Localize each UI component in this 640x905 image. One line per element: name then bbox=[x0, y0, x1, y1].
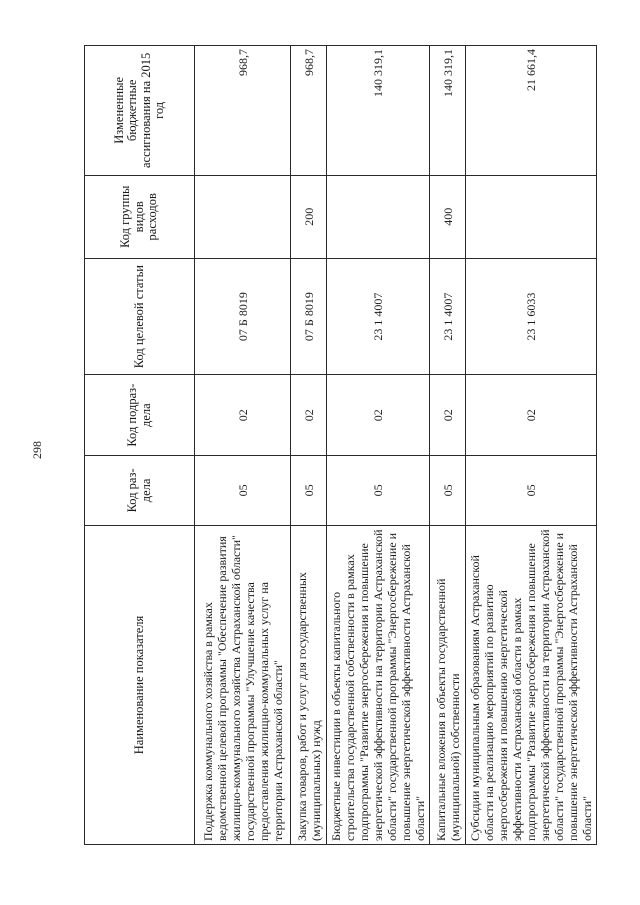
table-row bbox=[291, 46, 327, 845]
header-section: Код раз-дела bbox=[85, 455, 195, 525]
row-group: 200 bbox=[291, 175, 327, 258]
row-article: 07 Б 8019 bbox=[291, 258, 327, 375]
table-header-row bbox=[85, 46, 195, 845]
row-name: Поддержка коммунального хозяйства в рамках ведомственной целевой программы "Обеспечение развития жилищно-коммунального хозяйства Астраханской области" государственной программы "Улучшение качества предоставления жилищно-коммунальных услуг на территории Астраханской области" bbox=[195, 525, 291, 844]
header-name: Наименование показателя bbox=[85, 525, 195, 844]
table-row bbox=[430, 46, 466, 845]
row-group bbox=[195, 175, 291, 258]
row-amount: 968,7 bbox=[195, 46, 291, 176]
header-amount: Измененные бюджетные ассигнования на 2015 год bbox=[85, 46, 195, 176]
row-name: Субсидии муниципальным образованиям Астраханской области на реализацию мероприятий по развитию энергосбережения и повышению энергетической эффективности Астраханской области в рамках подпрограммы "Развитие энергосбережения и повышение энергетической эффективности на территории Астраханской области" государственной программы "Энергосбережение и повышение энергетической эффективности Астраханской области" bbox=[466, 525, 597, 844]
table-row bbox=[466, 46, 597, 845]
row-subsection: 02 bbox=[195, 375, 291, 455]
row-section: 05 bbox=[430, 455, 466, 525]
rotated-table-inner bbox=[84, 45, 594, 845]
page-number: 298 bbox=[30, 441, 44, 459]
row-article: 23 1 6033 bbox=[466, 258, 597, 375]
row-name: Капитальные вложения в объекты государственной (муниципальной) собственности bbox=[430, 525, 466, 844]
row-amount: 21 661,4 bbox=[466, 46, 597, 176]
table-row bbox=[195, 46, 291, 845]
table-row bbox=[327, 46, 430, 845]
row-subsection: 02 bbox=[327, 375, 430, 455]
row-subsection: 02 bbox=[291, 375, 327, 455]
row-section: 05 bbox=[327, 455, 430, 525]
row-amount: 968,7 bbox=[291, 46, 327, 176]
row-name: Бюджетные инвестиции в объекты капитального строительства государственной собственности в рамках подпрограммы "Развитие энергосбережения и повышение энергетической эффективности на территории Астраханской области" государственной программы "Энергосбережение и повышение энергетической эффективности Астраханской области" bbox=[327, 525, 430, 844]
row-group: 400 bbox=[430, 175, 466, 258]
rotated-table-wrapper bbox=[84, 45, 594, 845]
header-group: Код группы видов расходов bbox=[85, 175, 195, 258]
row-name: Закупка товаров, работ и услуг для государственных (муниципальных) нужд bbox=[291, 525, 327, 844]
header-subsection: Код подраз-дела bbox=[85, 375, 195, 455]
row-section: 05 bbox=[466, 455, 597, 525]
row-section: 05 bbox=[195, 455, 291, 525]
row-amount: 140 319,1 bbox=[327, 46, 430, 176]
row-amount: 140 319,1 bbox=[430, 46, 466, 176]
row-subsection: 02 bbox=[466, 375, 597, 455]
row-section: 05 bbox=[291, 455, 327, 525]
row-article: 07 Б 8019 bbox=[195, 258, 291, 375]
row-group bbox=[327, 175, 430, 258]
row-article: 23 1 4007 bbox=[430, 258, 466, 375]
row-group bbox=[466, 175, 597, 258]
budget-allocation-table bbox=[84, 45, 597, 845]
row-article: 23 1 4007 bbox=[327, 258, 430, 375]
row-subsection: 02 bbox=[430, 375, 466, 455]
header-article: Код целевой статьи bbox=[85, 258, 195, 375]
